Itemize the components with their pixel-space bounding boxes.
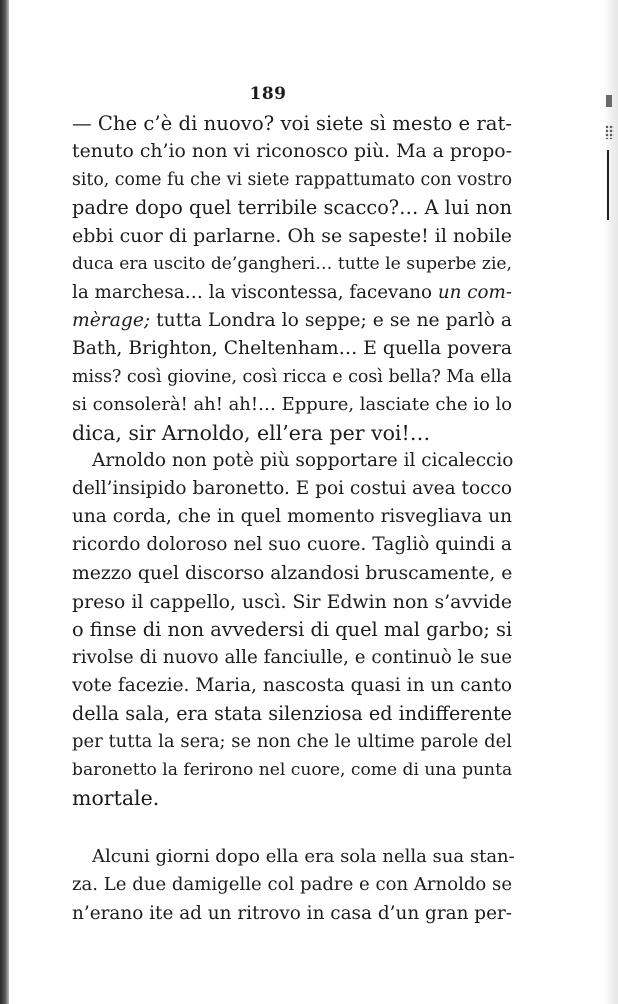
text-line: Arnoldo non potè più sopportare il cicaleccio [92, 450, 514, 472]
text-line: della sala, era stata silenziosa ed indifferente [72, 701, 512, 725]
text-line: Bath, Brighton, Cheltenham… E quella povera [72, 337, 512, 359]
text-line: duca era uscito de’gangheri… tutte le superbe zie, [72, 254, 512, 275]
text-line: baronetto la ferirono nel cuore, come di una punta [72, 760, 513, 781]
italic-phrase: un com- [437, 281, 512, 303]
text-run: tutta Londra lo seppe; e se ne parlò a [150, 309, 512, 331]
text-line: dica, sir Arnoldo, ell’era per voi!… [72, 421, 431, 446]
text-line: rivolse di nuovo alle fanciulle, e continuò le sue [72, 646, 512, 668]
text-line: o finse di non avvedersi di quel mal garbo; si [72, 617, 513, 641]
text-line: miss? così giovine, così ricca e così bella? Ma ella [72, 366, 513, 387]
text-line [72, 307, 512, 335]
text-line: tenuto ch’io non vi riconosco più. Ma a propo- [72, 141, 512, 163]
text-line: per tutta la sera; se non che le ultime parole del [72, 731, 512, 753]
text-line: — Che c’è di nuovo? voi siete sì mesto e rat- [72, 112, 513, 135]
edge-mark [605, 125, 614, 139]
text-line: si consolerà! ah! ah!… Eppure, lasciate che io lo [72, 393, 512, 415]
text-line: preso il cappello, uscì. Sir Edwin non s’avvide [72, 590, 512, 613]
text-line: mezzo quel discorso alzandosi bruscamente, e [72, 562, 513, 584]
text-line: Alcuni giorni dopo ella era sola nella sua stan- [92, 846, 515, 868]
edge-mark [606, 95, 612, 107]
text-line: padre dopo quel terribile scacco?… A lui non [72, 196, 512, 220]
text-line: una corda, che in quel momento risvegliava un [72, 506, 512, 528]
text-line [72, 279, 512, 307]
text-line: ricordo doloroso nel suo cuore. Tagliò quindi a [72, 534, 512, 556]
text-line: mortale. [72, 786, 160, 811]
text-line: za. Le due damigelle col padre e con Arnoldo se [72, 874, 513, 896]
text-line: n’erano ite ad un ritrovo in casa d’un gran per- [72, 902, 512, 924]
text-line: dell’insipido baronetto. E poi costui avea tocco [72, 478, 512, 500]
text-run: la marchesa… la viscontessa, facevano [72, 281, 438, 303]
text-line: ebbi cuor di parlarne. Oh se sapeste! il nobile [72, 225, 512, 248]
edge-mark [607, 150, 609, 220]
italic-phrase: mèrage; [72, 309, 151, 331]
paragraph-gap [72, 812, 512, 843]
body-text [72, 110, 515, 928]
book-spine-shadow [0, 0, 9, 1004]
text-line: sito, come fu che vi siete rappattumato con vostro [72, 170, 512, 191]
text-line: vote facezie. Maria, nascosta quasi in un canto [72, 674, 512, 696]
page-number: 189 [249, 84, 287, 104]
